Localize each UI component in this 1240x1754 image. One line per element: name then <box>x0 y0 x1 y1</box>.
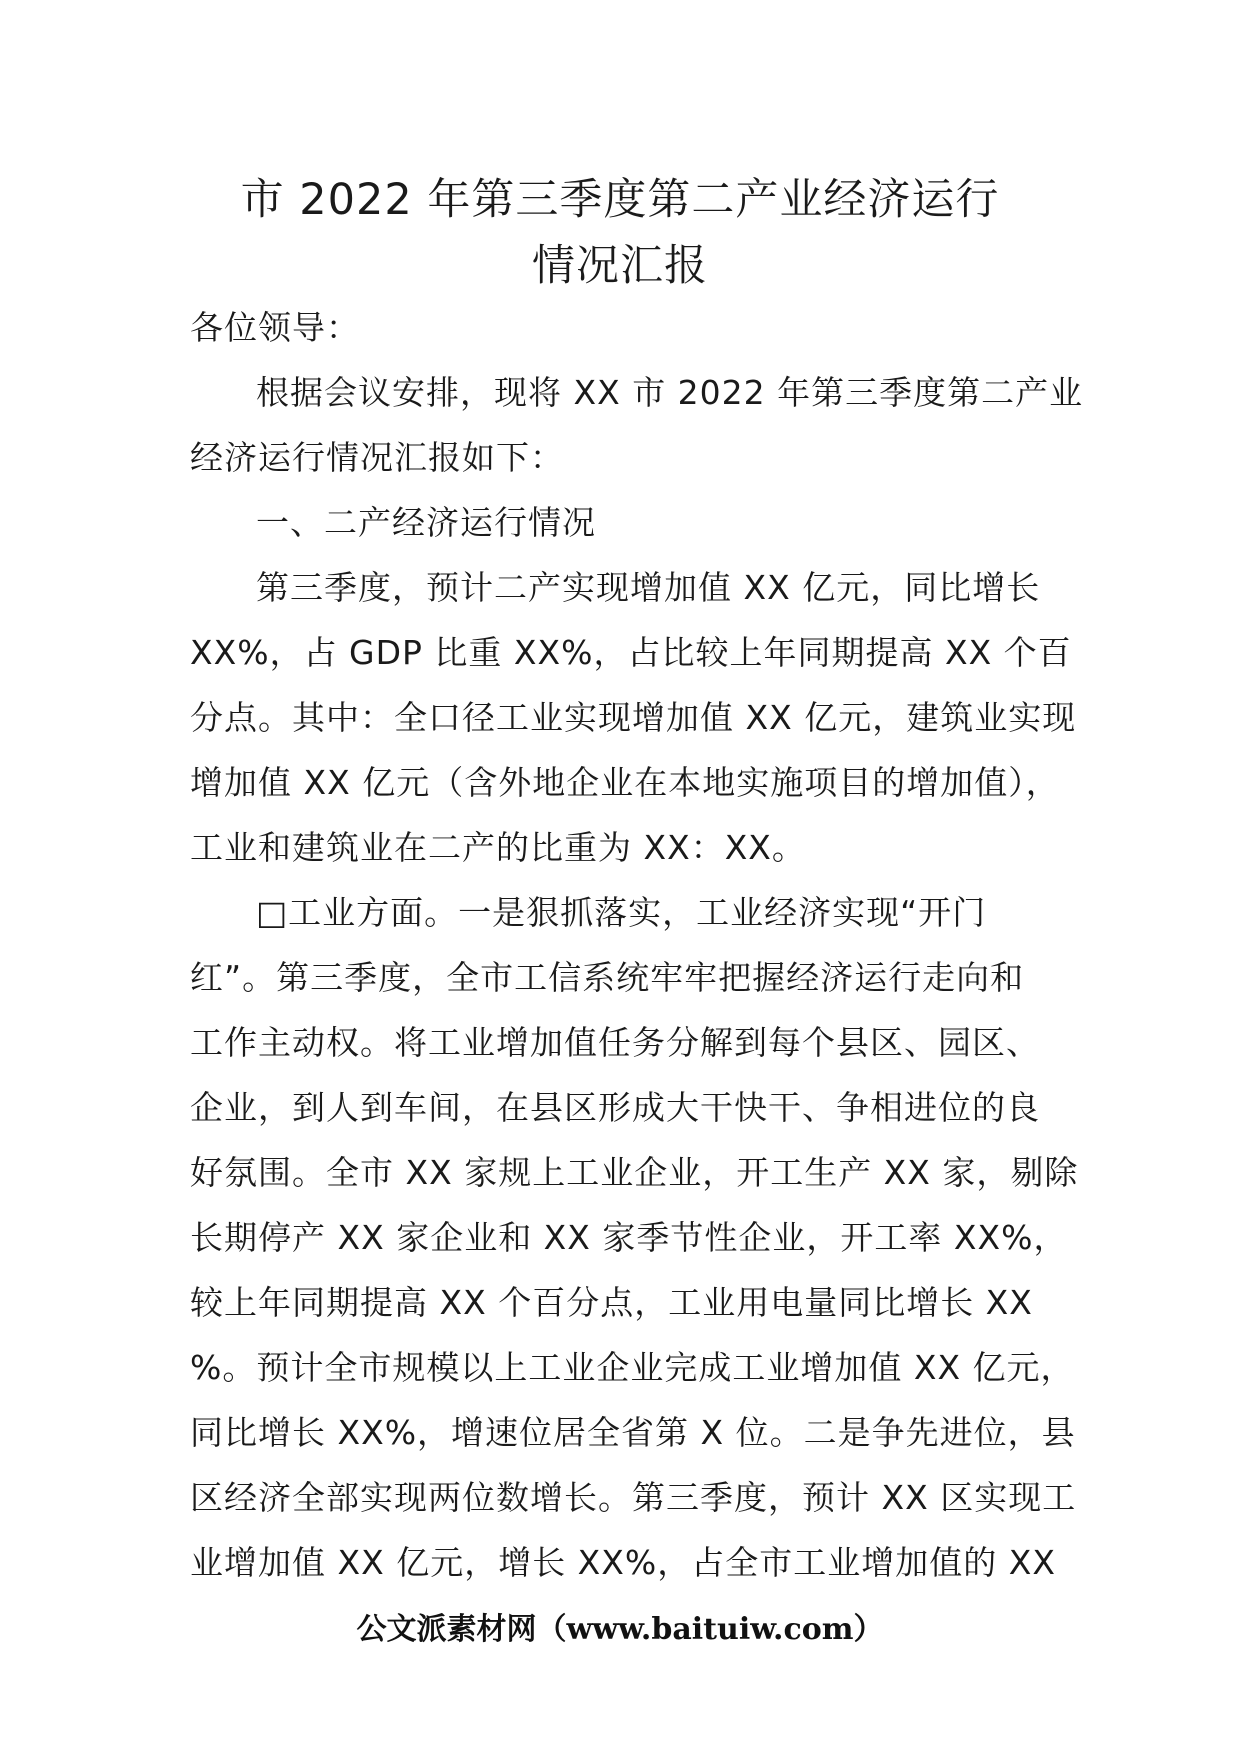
body-line: 区经济全部实现两位数增长。第三季度，预计 XX 区实现工 <box>190 1478 1077 1517</box>
body-line: %。预计全市规模以上工业企业完成工业增加值 XX 亿元， <box>190 1348 1075 1387</box>
body-line: 工业和建筑业在二产的比重为 XX：XX。 <box>190 828 806 867</box>
body-line: 较上年同期提高 XX 个百分点，工业用电量同比增长 XX <box>190 1283 1033 1322</box>
body-line: 企业，到人到车间，在县区形成大干快干、争相进位的良 <box>190 1088 1040 1127</box>
body-line: 增加值 XX 亿元（含外地企业在本地实施项目的增加值）， <box>190 763 1060 802</box>
document-title-line-1: 市 2022 年第三季度第二产业经济运行 <box>240 175 1000 225</box>
body-line: 同比增长 XX%，增速位居全省第 X 位。二是争先进位，县 <box>190 1413 1076 1452</box>
body-line: 工作主动权。将工业增加值任务分解到每个县区、园区、 <box>190 1023 1040 1062</box>
body-line: XX%，占 GDP 比重 XX%，占比较上年同期提高 XX 个百 <box>190 633 1072 672</box>
body-line: 好氛围。全市 XX 家规上工业企业，开工生产 XX 家，剔除 <box>190 1153 1079 1192</box>
body-line: □工业方面。一是狠抓落实，工业经济实现“开门 <box>256 893 987 932</box>
body-line: 业增加值 XX 亿元，增长 XX%，占全市工业增加值的 XX <box>190 1543 1056 1582</box>
body-line: 第三季度，预计二产实现增加值 XX 亿元，同比增长 <box>256 568 1041 607</box>
salutation: 各位领导： <box>190 308 360 347</box>
body-line: 经济运行情况汇报如下： <box>190 438 564 477</box>
body-line: 分点。其中：全口径工业实现增加值 XX 亿元，建筑业实现 <box>190 698 1077 737</box>
body-line: 根据会议安排，现将 XX 市 2022 年第三季度第二产业 <box>256 373 1084 412</box>
footer-watermark-text: 公文派素材网（www.baituiw.com） <box>356 1612 884 1647</box>
document-title-line-2: 情况汇报 <box>532 241 708 291</box>
section-heading: 一、二产经济运行情况 <box>256 503 596 542</box>
body-line: 长期停产 XX 家企业和 XX 家季节性企业，开工率 XX%， <box>190 1218 1068 1257</box>
body-line: 红”。第三季度，全市工信系统牢牢把握经济运行走向和 <box>190 958 1025 997</box>
